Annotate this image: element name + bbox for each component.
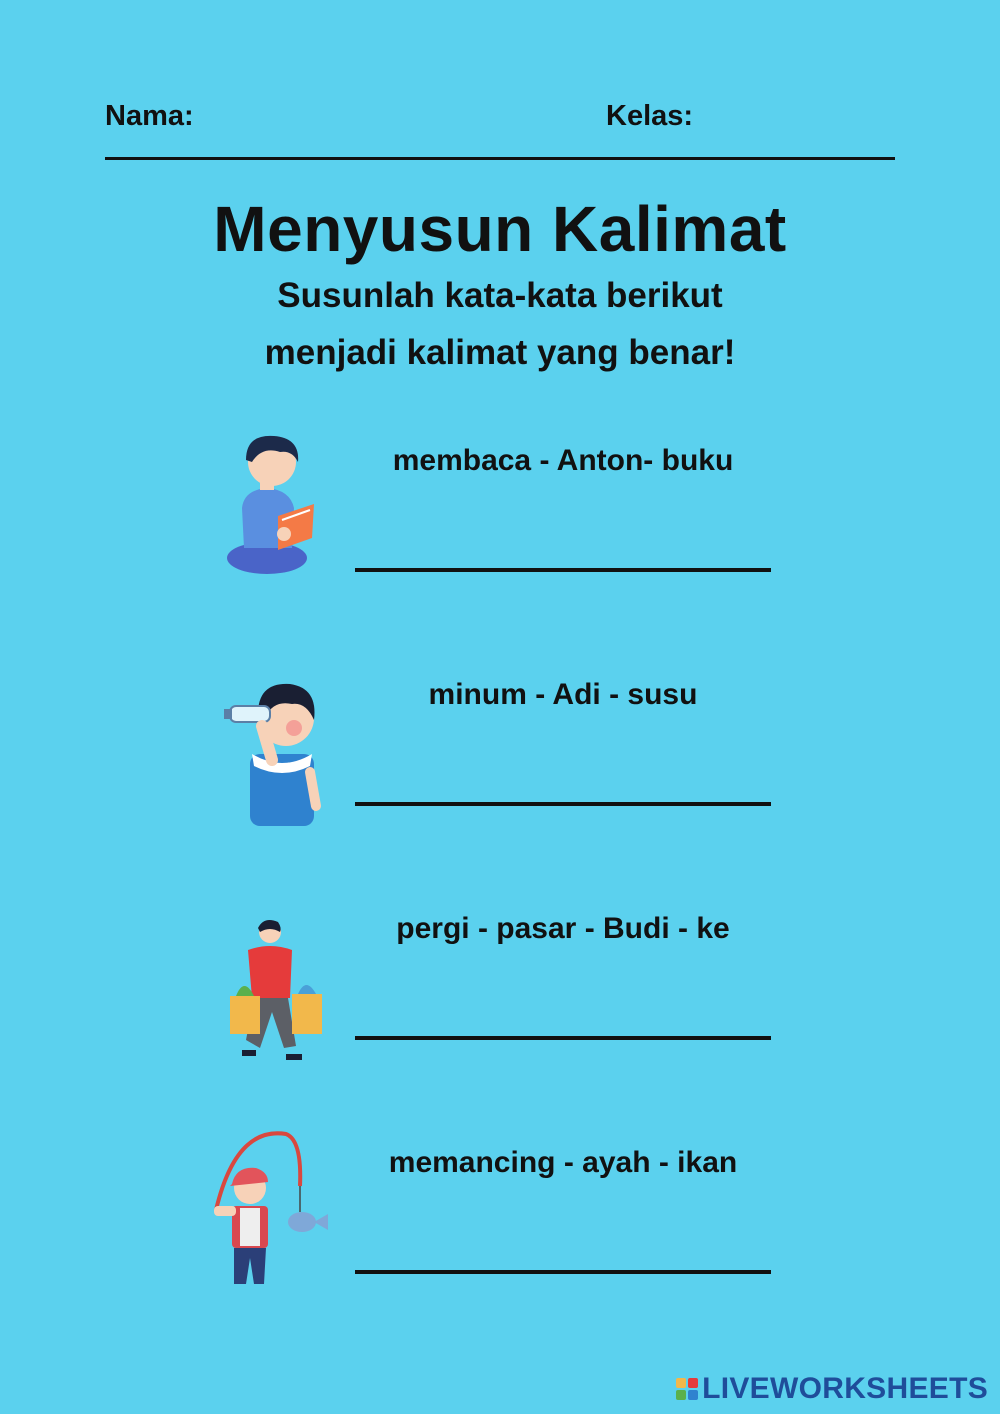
question-1-words: membaca - Anton- buku bbox=[392, 444, 734, 477]
boy-reading-book-icon bbox=[222, 428, 322, 578]
instruction-line-2: menjadi kalimat yang benar! bbox=[264, 333, 736, 372]
question-1-answer-field[interactable] bbox=[355, 568, 771, 572]
brand-name: LIVEWORKSHEETS bbox=[702, 1372, 988, 1405]
liveworksheets-brand bbox=[676, 1372, 988, 1406]
instruction-line-1: Susunlah kata-kata berikut bbox=[277, 276, 723, 315]
class-label: Kelas: bbox=[606, 100, 694, 132]
header-divider bbox=[105, 157, 895, 160]
boy-drinking-milk-icon bbox=[222, 676, 322, 832]
question-3-words: pergi - pasar - Budi - ke bbox=[396, 912, 730, 945]
man-carrying-shopping-bags-icon bbox=[224, 916, 328, 1072]
question-3-answer-field[interactable] bbox=[355, 1036, 771, 1040]
page-title: Menyusun Kalimat bbox=[213, 193, 787, 265]
question-2-words: minum - Adi - susu bbox=[428, 678, 698, 711]
name-label: Nama: bbox=[105, 100, 194, 132]
question-4-words: memancing - ayah - ikan bbox=[388, 1146, 738, 1179]
liveworksheets-logo-icon bbox=[676, 1378, 698, 1400]
man-fishing-icon bbox=[206, 1126, 342, 1290]
question-2-answer-field[interactable] bbox=[355, 802, 771, 806]
question-4-answer-field[interactable] bbox=[355, 1270, 771, 1274]
